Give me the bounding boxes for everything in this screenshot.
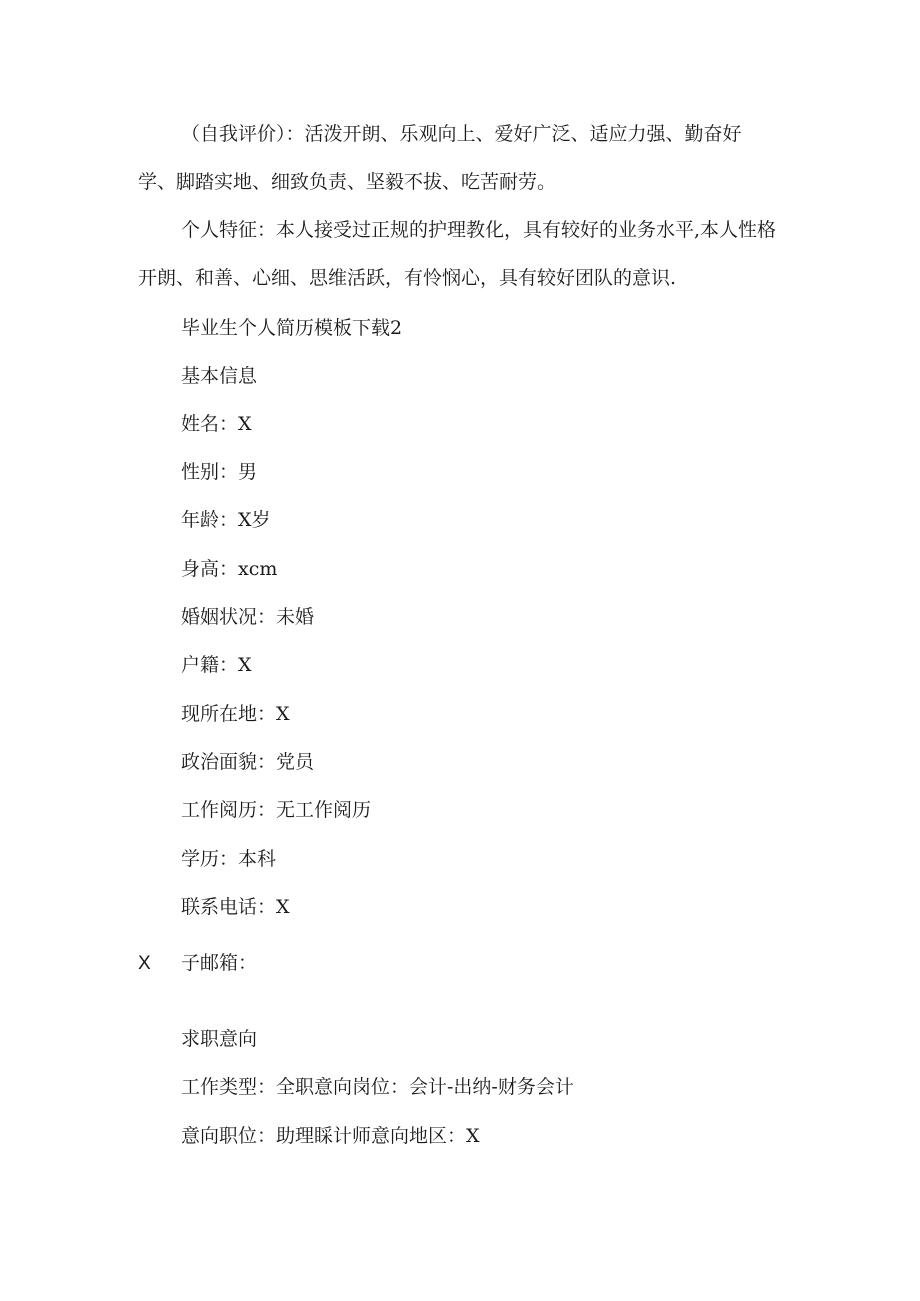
age-line: 年龄：X岁: [181, 509, 271, 531]
phone-line: 联系电话：X: [181, 896, 290, 918]
work-experience-line: 工作阅历：无工作阅历: [181, 799, 372, 821]
name-line: 姓名：X: [181, 413, 252, 435]
template-title: 毕业生个人简历模板下载2: [181, 317, 403, 339]
height-line: 身高：xcm: [181, 558, 278, 580]
marital-status-line: 婚姻状况：未婚: [181, 606, 315, 628]
gender-line: 性别：男: [181, 461, 258, 483]
intended-position-line: 意向职位：助理睬计师意向地区：X: [181, 1125, 480, 1147]
email-line: [138, 951, 257, 976]
political-status-line: 政治面貌：党员: [181, 751, 315, 773]
self-evaluation-paragraph: （自我评价）：活泼开朗、乐观向上、爱好广泛、适应力强、勤奋好学、脚踏实地、细致负责、坚毅不拔、吃苦耐劳。: [138, 123, 742, 193]
education-line: 学历：本科: [181, 848, 277, 870]
job-intention-heading: 求职意向: [181, 1028, 258, 1050]
email-value: X: [138, 953, 151, 974]
job-type-line: 工作类型：全职意向岗位：会计-出纳-财务会计: [181, 1076, 574, 1098]
personal-traits-paragraph: 个人特征：本人接受过正规的护理教化，具有较好的业务水平,本人性格开朗、和善、心细、思维活跃，有怜悯心，具有较好团队的意识.: [138, 219, 777, 289]
basic-info-heading: 基本信息: [181, 365, 258, 387]
current-location-line: 现所在地：X: [181, 703, 290, 725]
hukou-line: 户籍：X: [181, 654, 252, 676]
email-label: 子邮箱：: [181, 952, 258, 974]
